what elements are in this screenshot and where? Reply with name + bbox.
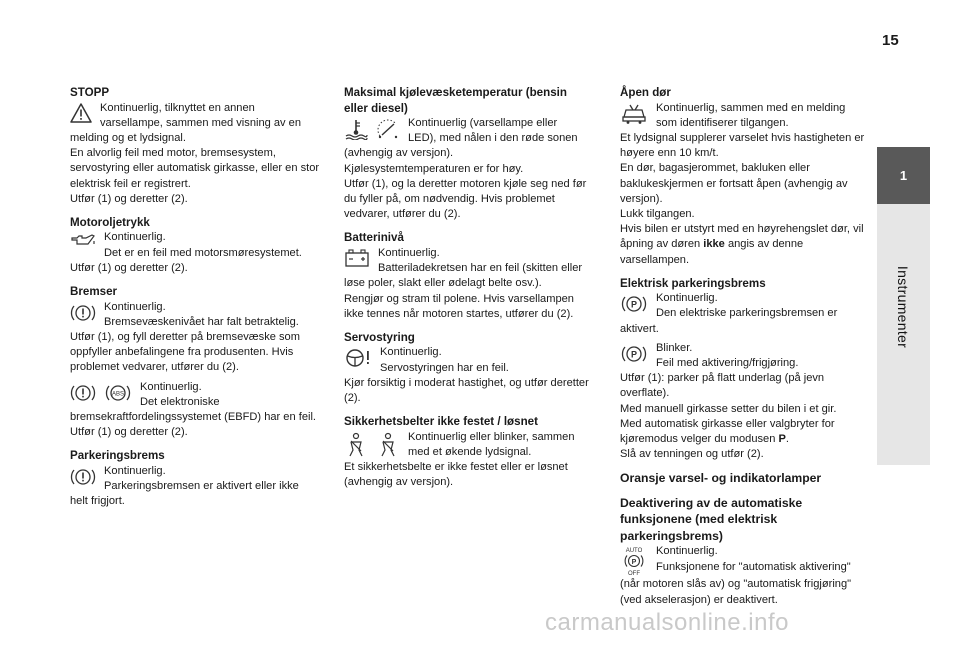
watermark: carmanualsonline.info <box>545 609 789 636</box>
text-line: Funksjonene for "automatisk aktivering" <box>656 560 851 573</box>
column-2 <box>344 85 594 499</box>
text-line: Kontinuerlig. <box>104 300 166 313</box>
text-line: Kontinuerlig. <box>380 346 442 359</box>
battery-icon <box>344 248 370 268</box>
paragraph: Et sikkerhetsbelte er ikke festet eller er løsnet (avhengig av versjon). <box>344 461 568 489</box>
text-line: Kontinuerlig. <box>656 292 718 305</box>
text-line: Kontinuerlig, tilknyttet en annen <box>100 101 255 114</box>
text-line: Kontinuerlig eller blinker, sammen <box>408 430 575 443</box>
oil-can-icon <box>70 232 96 248</box>
section-title: Servostyring <box>344 330 415 344</box>
chapter-number: 1 <box>877 147 930 204</box>
section-seat-belts <box>344 414 594 490</box>
svg-text:P: P <box>631 559 637 567</box>
section-coolant <box>344 85 594 222</box>
page-number: 15 <box>882 32 899 49</box>
paragraph: Et lydsignal supplerer varselet hvis hastigheten er høyere enn 10 km/t. <box>620 131 865 160</box>
svg-text:P: P <box>630 349 638 360</box>
paragraph: Utfør (1) og deretter (2). <box>70 192 188 205</box>
paragraph: Kjør forsiktig i moderat hastighet, og utfør deretter (2). <box>344 376 589 405</box>
svg-text:P: P <box>630 299 638 310</box>
paragraph: Kjølesystemtemperaturen er for høy. <box>344 162 524 175</box>
paragraph: Med automatisk girkasse eller valgbryter for kjøremodus velger du modusen P. <box>620 417 835 446</box>
section-parking-brake <box>70 448 328 509</box>
paragraph: Utfør (1), og fyll deretter på bremsevæske som oppfyller anbefalingene fra produsenten. Hvis problemet vedvarer, utfører du (2). <box>70 330 300 374</box>
paragraph: Slå av tenningen og utfør (2). <box>620 448 764 461</box>
text-line: Den elektriske parkeringsbremsen er <box>656 307 838 320</box>
section-title: Motoroljetrykk <box>70 215 150 229</box>
text-line: Kontinuerlig, sammen med en melding <box>656 101 846 114</box>
section-power-steering <box>344 330 594 406</box>
section-stopp <box>70 85 328 207</box>
paragraph: Utfør (1), og la deretter motoren kjøle seg ned før du fyller på, om nødvendig. Hvis problemet vedvarer, utfører du (2). <box>344 177 587 221</box>
text-line: helt frigjort. <box>70 495 125 508</box>
chapter-label: Instrumenter <box>895 265 911 349</box>
warning-triangle-icon <box>70 103 92 123</box>
steering-wheel-warning-icon <box>344 347 372 369</box>
brake-warning-icon <box>70 302 96 324</box>
section-title: Parkeringsbrems <box>70 449 165 463</box>
parking-brake-icon <box>620 343 648 365</box>
text-line: Det elektroniske <box>140 395 220 408</box>
temperature-gauge-icon <box>376 118 400 140</box>
section-oil-pressure <box>70 215 328 276</box>
text-line: løse poler, slakt eller ødelagt belte osv.). <box>344 277 542 290</box>
svg-text:AUTO: AUTO <box>625 548 643 555</box>
text-line: Det er en feil med motorsmøresystemet. <box>104 246 302 259</box>
text-line: Bremsevæskenivået har falt betraktelig. <box>104 315 299 328</box>
paragraph: En alvorlig feil med motor, bremsesystem, servostyring eller automatisk girkasse, eller en stor elektrisk feil er registrert. <box>70 147 320 190</box>
paragraph: Utfør (1): parker på flatt underlag (på jevn overflate). <box>620 372 825 400</box>
text-line: (avhengig av versjon). <box>344 147 454 160</box>
paragraph: Lukk tilgangen. <box>620 207 695 220</box>
paragraph: bremsekraftfordelingssystemet (EBFD) har en feil. <box>70 410 316 423</box>
paragraph: En dør, bagasjerommet, bakluken eller baklukeskjermen er fortsatt åpen (avhengig av versjon). <box>620 162 848 205</box>
section-title: Deaktivering av de automatiske funksjonene (med elektrisk parkeringsbrems) <box>620 495 803 543</box>
section-auto-deactivation <box>620 495 872 608</box>
text-line: Batteriladekretsen har en feil (skitten eller <box>378 262 583 275</box>
section-title: Maksimal kjølevæsketemperatur (bensin eller diesel) <box>344 86 567 115</box>
open-door-car-icon <box>620 103 648 125</box>
coolant-temperature-icon <box>344 118 368 140</box>
section-title: Sikkerhetsbelter ikke festet / løsnet <box>344 415 538 429</box>
text-line: Kontinuerlig. <box>104 231 166 244</box>
text-line: melding og et lydsignal. <box>70 131 186 144</box>
text-line: Kontinuerlig (varsellampe eller <box>408 117 558 129</box>
text-line: varsellampe, sammen med visning av en <box>100 116 302 129</box>
section-title: Bremser <box>70 285 118 299</box>
seatbelt-icon <box>376 432 400 458</box>
svg-text:ABS: ABS <box>111 391 125 398</box>
column-3 <box>620 85 872 616</box>
section-title: Batterinivå <box>344 231 404 245</box>
paragraph: Utfør (1) og deretter (2). <box>70 261 188 274</box>
text-line: Kontinuerlig. <box>140 380 202 393</box>
section-title: STOPP <box>70 86 110 99</box>
text-line: (når motoren slås av) og "automatisk frigjøring" (ved akselerasjon) er deaktivert. <box>620 578 852 606</box>
section-electric-parking-brake <box>620 276 872 463</box>
paragraph: Utfør (1) og deretter (2). <box>70 426 188 439</box>
text-line: Servostyringen har en feil. <box>380 361 509 374</box>
text-line: Blinker. <box>656 341 693 354</box>
section-title: Åpen dør <box>620 86 671 99</box>
section-battery <box>344 230 594 322</box>
parking-brake-icon <box>620 293 648 315</box>
text-line: som identifiserer tilgangen. <box>656 116 789 129</box>
svg-text:OFF: OFF <box>628 571 640 577</box>
paragraph: Rengjør og stram til polene. Hvis varsellampen ikke tennes når motoren startes, utfører du (2). <box>344 292 574 320</box>
section-brakes <box>70 284 328 440</box>
abs-icon <box>104 382 132 404</box>
paragraph: Med manuell girkasse setter du bilen i et gir. <box>620 402 837 415</box>
text-line: med et økende lydsignal. <box>408 445 532 458</box>
paragraph: Hvis bilen er utstyrt med en høyrehengslet dør, vil åpning av døren ikke angis av denne varsellampen. <box>620 223 864 266</box>
text-line: Kontinuerlig. <box>656 545 718 558</box>
brake-warning-icon <box>70 466 96 488</box>
seatbelt-icon <box>344 432 368 458</box>
text-line: Kontinuerlig. <box>104 464 166 477</box>
section-open-door <box>620 85 872 268</box>
text-line: aktivert. <box>620 322 659 335</box>
parking-brake-auto-off-icon <box>620 546 648 576</box>
chapter-tab[interactable] <box>877 147 930 465</box>
text-line: LED), med nålen i den røde sonen <box>408 132 578 145</box>
section-title: Oransje varsel- og indikatorlamper <box>620 471 822 486</box>
text-line: Parkeringsbremsen er aktivert eller ikke <box>104 480 299 493</box>
section-title: Elektrisk parkeringsbrems <box>620 276 766 290</box>
brake-warning-icon <box>70 382 96 404</box>
section-orange-lamps <box>620 470 872 487</box>
text-line: Feil med aktivering/frigjøring. <box>656 357 799 370</box>
column-1 <box>70 85 328 517</box>
text-line: Kontinuerlig. <box>378 246 440 259</box>
